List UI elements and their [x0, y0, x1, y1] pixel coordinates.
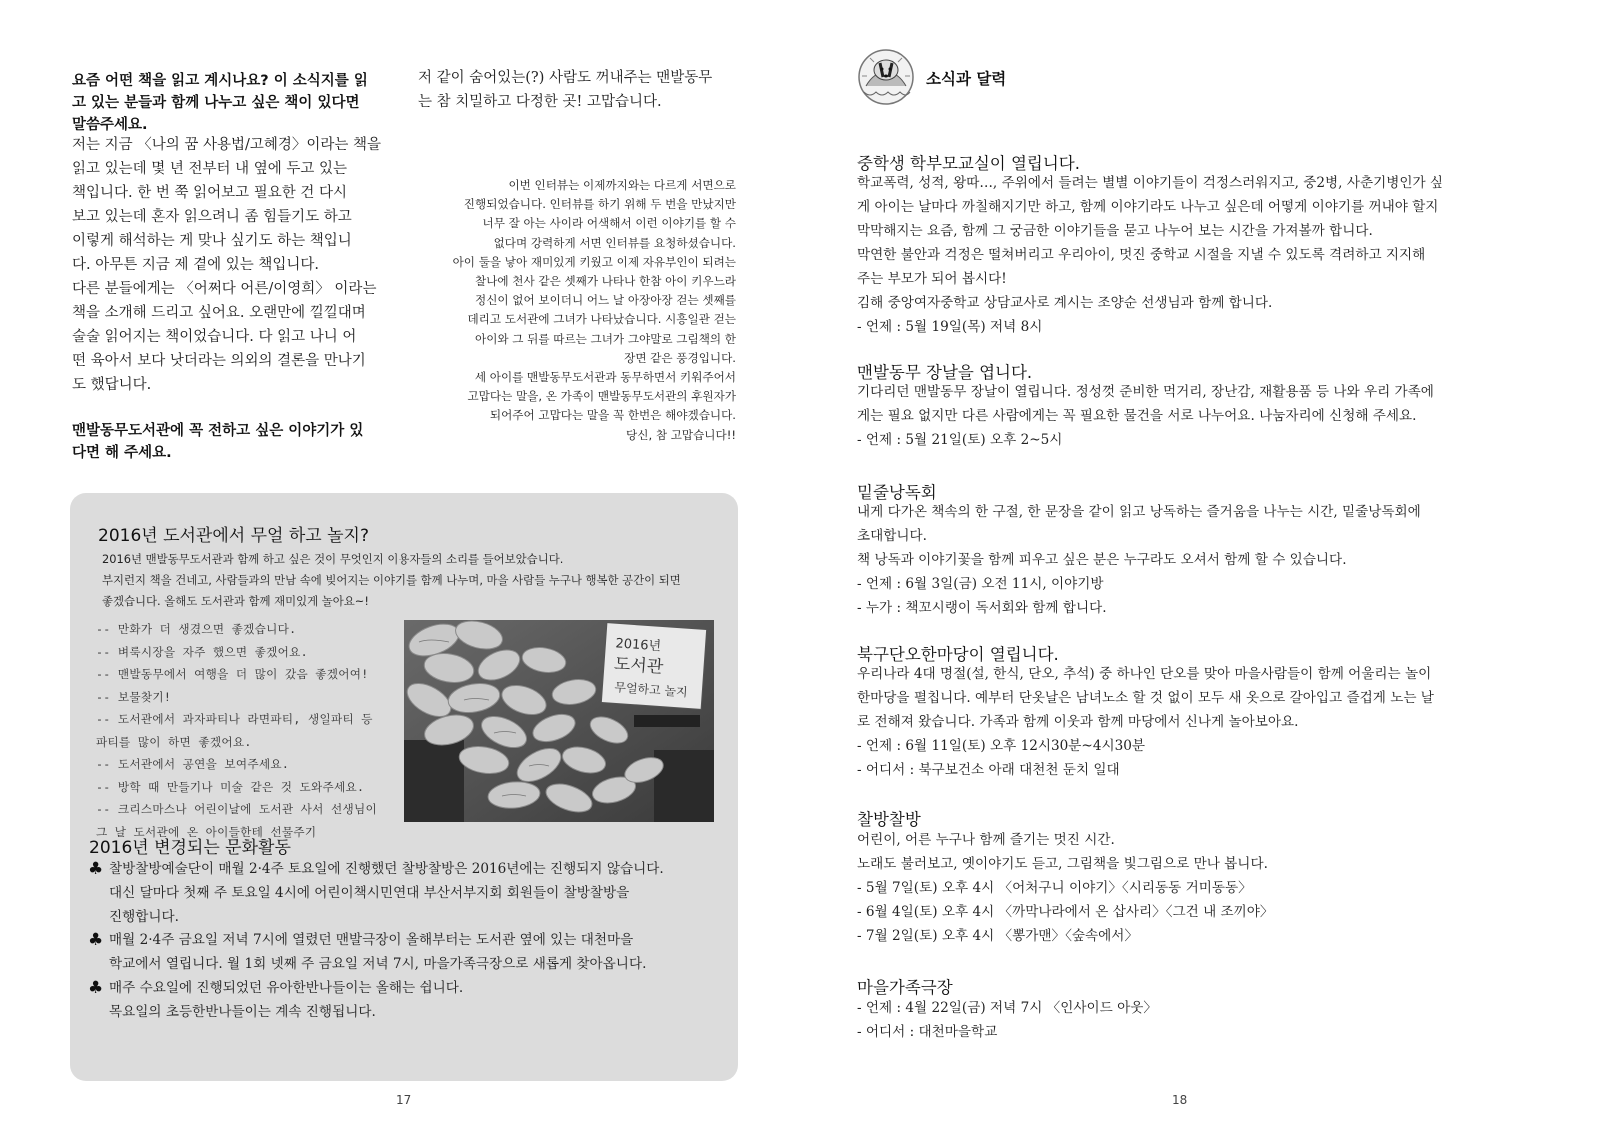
change-line: 대신 달마다 첫째 주 토요일 4시에 어린이책시민연대 부산서부지회 회원들이 찰방찰방을	[109, 884, 630, 901]
section-line: 내게 다가온 책속의 한 구절, 한 문장을 같이 읽고 낭독하는 즐거움을 나누는 시간, 밑줄낭독회에	[857, 504, 1421, 520]
question-1-line: 요즘 어떤 책을 읽고 계시나요? 이 소식지를 읽	[72, 73, 368, 89]
section-line: - 누가 : 책꼬시랭이 독서회와 함께 합니다.	[857, 600, 1107, 616]
section-line: 한마당을 펼칩니다. 예부터 단옷날은 남녀노소 할 것 없이 모두 새 옷으로 갈아입고 즐겁게 노는 날	[857, 690, 1434, 706]
answer-1-line: 이렇게 해석하는 게 맞나 싶기도 하는 책입니	[72, 233, 352, 249]
answer-2-line: 저 같이 숨어있는(?) 사람도 꺼내주는 맨발동무	[418, 70, 713, 86]
box-title-activities: 2016년 도서관에서 무얼 하고 놀지?	[98, 526, 369, 546]
section-line: 김해 중앙여자중학교 상담교사로 계시는 조양순 선생님과 함께 합니다.	[857, 295, 1273, 311]
wish-item: -- 보물찾기!	[96, 689, 172, 704]
answer-1-line: 술술 읽어지는 책이었습니다. 다 읽고 나니 어	[72, 329, 357, 345]
wish-item: -- 맨발동무에서 여행을 더 많이 갔음 좋겠어여!	[96, 667, 369, 681]
interview-line: 장면 같은 풍경입니다.	[624, 350, 736, 365]
interview-note	[404, 176, 736, 445]
answer-1	[72, 133, 402, 397]
section-header-title: 소식과 달력	[926, 70, 1007, 88]
change-line: 학교에서 열립니다. 월 1회 넷째 주 금요일 저녁 7시, 마을가족극장으로 새롭게 찾아옵니다.	[109, 956, 647, 973]
wish-item: -- 크리스마스나 어린이날에 도서관 사서 선생님이	[96, 802, 377, 816]
badger-logo-icon	[856, 46, 916, 108]
page-number-left: 17	[396, 1093, 412, 1107]
section-title: 마을가족극장	[857, 978, 953, 997]
interview-line: 정신이 없어 보이더니 어느 날 아장아장 걷는 셋째를	[475, 293, 736, 308]
box-intro-line: 좋겠습니다. 올해도 도서관과 함께 재미있게 놀아요~!	[102, 594, 369, 608]
section-body	[857, 996, 1557, 1044]
section-body	[857, 380, 1557, 452]
section-title: 중학생 학부모교실이 열립니다.	[857, 154, 1080, 173]
section-line: 게 아이는 날마다 까칠해지기만 하고, 함께 이야기라도 나누고 싶은데 어떻게 이야기를 꺼내야 할지	[857, 199, 1439, 215]
question-1	[72, 70, 392, 136]
change-item	[88, 929, 728, 977]
answer-2	[418, 66, 748, 114]
section-line: 게는 필요 없지만 다른 사람에게는 꼭 필요한 물건을 서로 나누어요. 나눔자리에 신청해 주세요.	[857, 408, 1417, 424]
page-number-right: 18	[1172, 1093, 1188, 1107]
section-line: - 언제 : 4월 22일(금) 저녁 7시 〈인사이드 아웃〉	[857, 1000, 1157, 1016]
wish-wall-illustration	[404, 620, 714, 822]
section-body	[857, 500, 1557, 620]
section-line: 기다리던 맨발동무 장날이 열립니다. 정성껏 준비한 먹거리, 장난감, 재활용품 등 나와 우리 가족에	[857, 384, 1434, 400]
question-1-line: 고 있는 분들과 함께 나누고 싶은 책이 있다면	[72, 95, 360, 111]
section-body	[857, 662, 1557, 782]
answer-1-line: 다. 아무튼 지금 제 곁에 있는 책입니다.	[72, 257, 319, 273]
wish-item: -- 벼룩시장을 자주 했으면 좋겠어요.	[96, 644, 308, 659]
section-body	[857, 171, 1557, 339]
wish-item: 그 날 도서관에 온 아이들한테 선물주기	[96, 824, 317, 839]
change-line: 진행합니다.	[109, 908, 179, 925]
section-line: 책 낭독과 이야기꽃을 함께 피우고 싶은 분은 누구라도 오셔서 함께 할 수 있습니다.	[857, 552, 1347, 568]
section-line: 막막해지는 요즘, 함께 그 궁금한 이야기들을 묻고 나누어 보는 시간을 가져볼까 합니다.	[857, 223, 1373, 239]
interview-line: 아이 둘을 낳아 재미있게 키웠고 이제 자유부인이 되려는	[452, 254, 736, 269]
interview-line: 되어주어 고맙다는 말을 꼭 한번은 해야겠습니다.	[489, 408, 736, 423]
section-line: 학교폭력, 성적, 왕따…, 주위에서 들려는 별별 이야기들이 걱정스러워지고, 중2병, 사춘기병인가 싶	[857, 175, 1444, 191]
section-line: - 어디서 : 북구보건소 아래 대천천 둔치 일대	[857, 762, 1120, 778]
answer-1-line: 다른 분들에게는 〈어쩌다 어른/이영희〉 이라는	[72, 281, 377, 297]
question-2	[72, 420, 392, 464]
section-line: - 언제 : 6월 11일(토) 오후 12시30분~4시30분	[857, 738, 1146, 754]
section-line: - 7월 2일(토) 오후 4시 〈뽕가맨〉〈숲속에서〉	[857, 928, 1139, 944]
interview-line: 너무 잘 아는 사이라 어색해서 이런 이야기를 할 수	[482, 216, 736, 231]
answer-1-line: 책입니다. 한 번 쭉 읽어보고 필요한 건 다시	[72, 185, 347, 201]
section-body	[857, 828, 1557, 948]
section-line: 노래도 불러보고, 옛이야기도 듣고, 그림책을 빛그림으로 만나 봅니다.	[857, 856, 1268, 872]
box-title-changes: 2016년 변경되는 문화활동	[89, 838, 291, 858]
change-line: ♣ 찰방찰방예술단이 매월 2·4주 토요일에 진행했던 찰방찰방은 2016년에는 진행되지 않습니다.	[109, 861, 664, 877]
question-2-line: 다면 해 주세요.	[72, 445, 172, 461]
change-item	[88, 858, 728, 929]
section-line: 막연한 불안과 걱정은 떨쳐버리고 우리아이, 멋진 중학교 시절을 지낼 수 있도록 격려하고 지지해	[857, 247, 1426, 263]
wish-item: -- 도서관에서 공연을 보여주세요.	[96, 757, 290, 771]
answer-1-line: 읽고 있는데 몇 년 전부터 내 옆에 두고 있는	[72, 161, 347, 177]
wish-item: -- 만화가 더 생겼으면 좋겠습니다.	[96, 622, 297, 636]
change-line: 목요일의 초등한반나들이는 계속 진행됩니다.	[109, 1003, 376, 1020]
changes-list	[88, 858, 728, 1025]
wish-item: -- 도서관에서 과자파티나 라면파티, 생일파티 등	[96, 712, 373, 726]
wish-wall-photo	[404, 620, 714, 822]
section-line: - 언제 : 5월 21일(토) 오후 2~5시	[857, 432, 1063, 448]
interview-line: 진행되었습니다. 인터뷰를 하기 위해 두 번을 만났지만	[463, 197, 736, 212]
question-2-line: 맨발동무도서관에 꼭 전하고 싶은 이야기가 있	[72, 423, 364, 439]
section-line: 주는 부모가 되어 봅시다!	[857, 271, 1007, 287]
section-title: 찰방찰방	[857, 810, 921, 829]
answer-1-line: 도 했답니다.	[72, 377, 152, 393]
box-intro-line: 2016년 맨발동무도서관과 함께 하고 싶은 것이 무엇인지 이용자들의 소리를 들어보았습니다.	[102, 552, 564, 566]
section-line: 우리나라 4대 명절(설, 한식, 단오, 추석) 중 하나인 단오를 맞아 마을사람들이 함께 어울리는 놀이	[857, 666, 1432, 682]
change-line: ♣ 매월 2·4주 금요일 저녁 7시에 열렸던 맨발극장이 올해부터는 도서관 옆에 있는 대천마을	[109, 932, 634, 949]
interview-line: 아이와 그 뒤를 따르는 그녀가 그야말로 그림책의 한	[475, 331, 736, 346]
section-title: 맨발동무 장날을 엽니다.	[857, 363, 1033, 382]
section-line: 로 전해져 왔습니다. 가족과 함께 이웃과 함께 마당에서 신나게 놀아보아요.	[857, 714, 1299, 730]
photo-sign-line: 도서관	[613, 654, 664, 678]
wish-item: 파티를 많이 하면 좋겠어요.	[96, 734, 252, 749]
section-line: 초대합니다.	[857, 528, 927, 544]
answer-1-line: 책을 소개해 드리고 싶어요. 오랜만에 낄낄대며	[72, 305, 366, 321]
wish-list	[96, 618, 396, 843]
photo-sign-line: 무얼하고 놀지	[613, 680, 689, 700]
question-1-line: 말씀주세요.	[72, 117, 148, 133]
section-title: 북구단오한마당이 열립니다.	[857, 645, 1059, 664]
interview-line: 세 아이를 맨발동무도서관과 동무하면서 키워주어서	[474, 370, 736, 385]
photo-sign-line: 2016년	[614, 636, 662, 655]
change-line: ♣ 매주 수요일에 진행되었던 유아한반나들이는 올해는 쉽니다.	[109, 979, 464, 996]
box-intro-line: 부지런지 책을 건네고, 사람들과의 만남 속에 빚어지는 이야기를 함께 나누며, 마을 사람들 누구나 행복한 공간이 되면	[102, 573, 681, 587]
interview-line: 데리고 도서관에 그녀가 나타났습니다. 시흥일관 걷는	[467, 312, 736, 327]
section-line: - 어디서 : 대천마을학교	[857, 1024, 998, 1040]
section-line: - 6월 4일(토) 오후 4시 〈까막나라에서 온 삽사리〉〈그건 내 조끼야〉	[857, 904, 1274, 920]
answer-1-line: 떤 육아서 보다 낫더라는 의외의 결론을 만나기	[72, 353, 366, 369]
interview-line: 찰나에 천사 같은 셋째가 나타나 한참 아이 키우느라	[475, 274, 736, 289]
section-line: 어린이, 어른 누구나 함께 즐기는 멋진 시간.	[857, 832, 1115, 848]
box-intro	[102, 549, 732, 612]
change-item	[88, 977, 728, 1025]
section-line: - 5월 7일(토) 오후 4시 〈어처구니 이야기〉〈시리동동 거미동동〉	[857, 880, 1252, 896]
interview-line: 고맙다는 말을, 온 가족이 맨발동무도서관의 후원자가	[467, 389, 736, 404]
section-line: - 언제 : 5월 19일(목) 저녁 8시	[857, 319, 1043, 335]
section-line: - 언제 : 6월 3일(금) 오전 11시, 이야기방	[857, 576, 1104, 592]
section-title: 밑줄낭독회	[857, 483, 937, 502]
answer-1-line: 저는 지금 〈나의 꿈 사용법/고혜경〉이라는 책을	[72, 137, 382, 153]
page-18	[800, 0, 1600, 1131]
answer-1-line: 보고 있는데 혼자 읽으려니 좀 힘들기도 하고	[72, 209, 352, 225]
interview-line: 당신, 참 고맙습니다!!	[626, 427, 736, 442]
interview-line: 이번 인터뷰는 이제까지와는 다르게 서면으로	[508, 178, 736, 192]
answer-2-line: 는 참 치밀하고 다정한 곳! 고맙습니다.	[418, 94, 662, 110]
interview-line: 없다며 강력하게 서면 인터뷰를 요청하셨습니다.	[493, 235, 736, 250]
wish-item: -- 방학 때 만들기나 미술 같은 것 도와주세요.	[96, 779, 365, 794]
